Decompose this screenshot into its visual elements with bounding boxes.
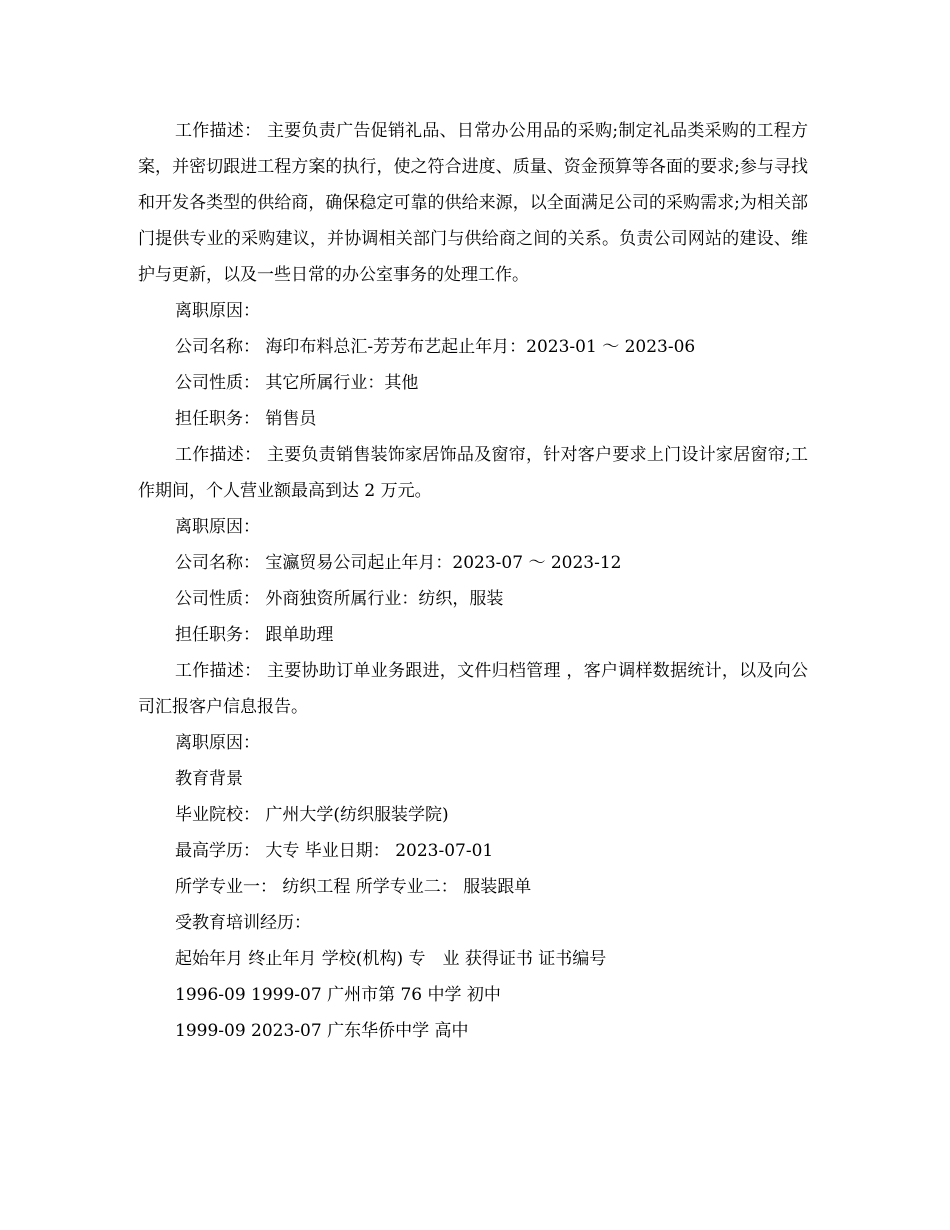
job3-position: 担任职务： 跟单助理 xyxy=(175,625,334,645)
job2-description: 工作描述： 主要负责销售装饰家居饰品及窗帘，针对客户要求上门设计家居窗帘;工作期间，个人营业额最高到达 2 万元。 xyxy=(138,445,808,501)
job2-position: 担任职务： 销售员 xyxy=(175,409,317,429)
majors-line: 所学专业一： 纺织工程 所学专业二： 服装跟单 xyxy=(175,877,532,897)
job3-company: 公司名称： 宝瀛贸易公司起止年月：2023-07 ～ 2023-12 xyxy=(175,553,622,573)
job2-leave-reason: 离职原因： xyxy=(175,517,260,537)
job1-description: 工作描述： 主要负责广告促销礼品、日常办公用品的采购;制定礼品类采购的工程方案，并密切跟进工程方案的执行，使之符合进度、质量、资金预算等各面的要求;参与寻找和开发各类型的供给商，确保稳定可靠的供给来源，以全面满足公司的采购需求;为相关部门提供专业的采购建议，并协调相关部门与供给商之间的关系。负责公司网站的建设、维护与更新，以及一些日常的办公室事务的处理工作。 xyxy=(138,121,808,285)
resume-body xyxy=(138,113,808,1049)
job2-nature: 公司性质： 其它所属行业：其他 xyxy=(175,373,419,393)
job2-company: 公司名称： 海印布料总汇-芳芳布艺起止年月：2023-01 ～ 2023-06 xyxy=(175,337,696,357)
school-line: 毕业院校： 广州大学(纺织服装学院) xyxy=(175,805,449,825)
job3-leave-reason: 离职原因： xyxy=(175,733,260,753)
degree-line: 最高学历： 大专 毕业日期： 2023-07-01 xyxy=(175,841,494,861)
training-row: 1996-09 1999-07 广州市第 76 中学 初中 xyxy=(175,985,501,1005)
job3-description: 工作描述： 主要协助订单业务跟进，文件归档管理 ，客户调样数据统计，以及向公司汇报客户信息报告。 xyxy=(138,661,808,717)
training-heading: 受教育培训经历： xyxy=(175,913,311,933)
education-heading: 教育背景 xyxy=(175,769,243,789)
training-row: 1999-09 2023-07 广东华侨中学 高中 xyxy=(175,1021,469,1041)
training-table-header: 起始年月 终止年月 学校(机构) 专 业 获得证书 证书编号 xyxy=(175,949,607,969)
job3-nature: 公司性质： 外商独资所属行业：纺织，服装 xyxy=(175,589,504,609)
job1-leave-reason: 离职原因： xyxy=(175,301,260,321)
